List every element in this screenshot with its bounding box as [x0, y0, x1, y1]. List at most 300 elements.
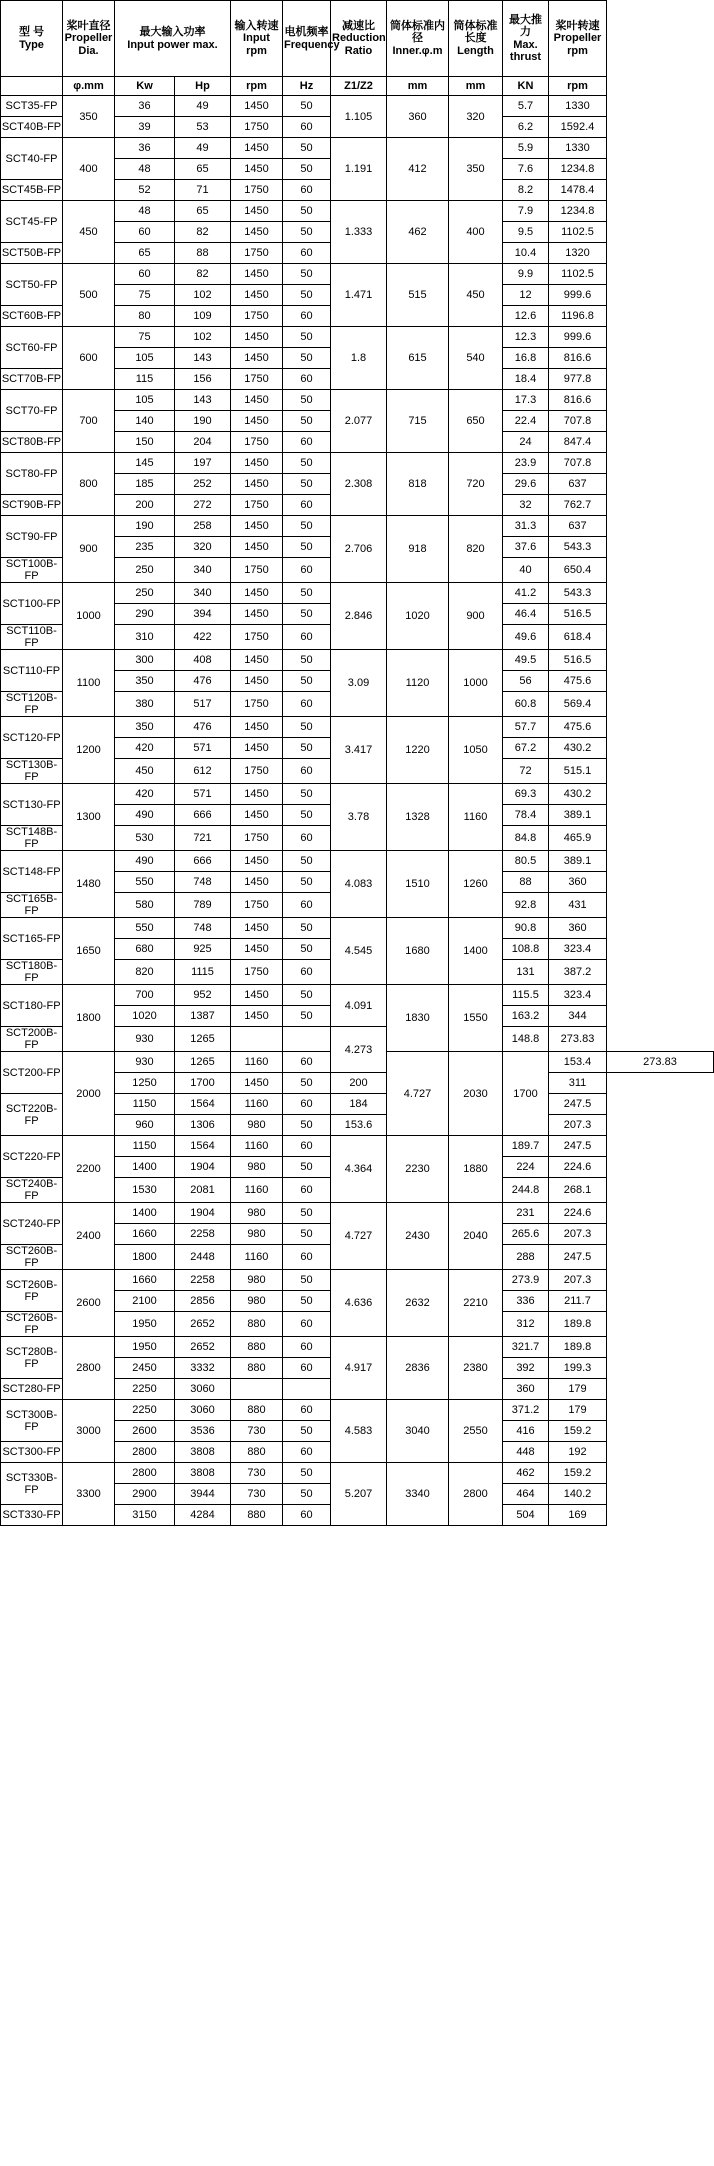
propeller-dia-cell: 1100 [63, 650, 115, 717]
frequency-cell: 60 [283, 960, 331, 985]
model-name-cell: SCT110B-FP [1, 625, 63, 650]
model-name-cell: SCT50B-FP [1, 243, 63, 264]
power-kw-cell: 140 [115, 411, 175, 432]
input-rpm-cell: 1450 [231, 1006, 283, 1027]
length-cell: 2040 [449, 1203, 503, 1270]
table-row [1, 583, 714, 604]
power-hp-cell: 3944 [175, 1484, 231, 1505]
reduction-ratio-cell: 4.917 [331, 1337, 387, 1400]
power-kw-cell: 380 [115, 692, 175, 717]
propeller-rpm-cell: 1102.5 [549, 264, 607, 285]
model-name-cell: SCT35-FP [1, 96, 63, 117]
max-thrust-cell: 462 [503, 1463, 549, 1484]
frequency-cell: 60 [283, 1094, 331, 1115]
propeller-rpm-cell: 465.9 [549, 826, 607, 851]
input-rpm-cell: 1750 [231, 625, 283, 650]
length-cell: 450 [449, 264, 503, 327]
power-kw-cell: 2600 [115, 1421, 175, 1442]
reduction-ratio-cell: 1.8 [331, 327, 387, 390]
frequency-cell: 50 [283, 872, 331, 893]
table-row [1, 1203, 714, 1224]
power-kw-cell: 550 [115, 872, 175, 893]
propeller-rpm-cell: 311 [549, 1073, 607, 1094]
frequency-cell: 60 [283, 1245, 331, 1270]
col-header-dia-cn: 桨叶直径 [66, 20, 111, 33]
inner-dia-cell: 1510 [387, 851, 449, 918]
max-thrust-cell: 9.9 [503, 264, 549, 285]
inner-dia-cell: 2230 [387, 1136, 449, 1203]
model-name-cell: SCT220B-FP [1, 1094, 63, 1136]
propeller-dia-cell: 2600 [63, 1270, 115, 1337]
reduction-ratio-cell: 4.273 [331, 1027, 387, 1073]
max-thrust-cell: 37.6 [503, 537, 549, 558]
max-thrust-cell: 31.3 [503, 516, 549, 537]
col-header-dia [63, 1, 115, 77]
frequency-cell: 50 [283, 1006, 331, 1027]
max-thrust-cell: 12.6 [503, 306, 549, 327]
propeller-rpm-cell: 389.1 [549, 805, 607, 826]
frequency-cell: 50 [283, 138, 331, 159]
propeller-rpm-cell: 199.3 [549, 1358, 607, 1379]
power-kw-cell: 310 [115, 625, 175, 650]
power-kw-cell: 490 [115, 805, 175, 826]
propeller-rpm-cell: 475.6 [549, 671, 607, 692]
max-thrust-cell: 200 [331, 1073, 387, 1094]
frequency-cell: 50 [283, 1115, 331, 1136]
table-row [1, 1270, 714, 1291]
input-rpm-cell: 880 [231, 1358, 283, 1379]
model-name-cell: SCT100B-FP [1, 558, 63, 583]
reduction-ratio-cell: 3.09 [331, 650, 387, 717]
input-rpm-cell: 1450 [231, 851, 283, 872]
power-kw-cell: 80 [115, 306, 175, 327]
propeller-dia-cell: 1650 [63, 918, 115, 985]
propeller-rpm-cell: 1330 [549, 96, 607, 117]
max-thrust-cell: 7.9 [503, 201, 549, 222]
col-header-power [115, 1, 231, 77]
reduction-ratio-cell: 1.105 [331, 96, 387, 138]
power-hp-cell: 748 [175, 918, 231, 939]
power-kw-cell: 60 [115, 222, 175, 243]
power-kw-cell: 52 [115, 180, 175, 201]
power-kw-cell: 700 [115, 985, 175, 1006]
propeller-dia-cell: 1480 [63, 851, 115, 918]
input-rpm-cell [231, 1027, 283, 1052]
max-thrust-cell: 32 [503, 495, 549, 516]
power-hp-cell: 1700 [175, 1073, 231, 1094]
max-thrust-cell: 10.4 [503, 243, 549, 264]
power-hp-cell: 4284 [175, 1505, 231, 1526]
propeller-rpm-cell: 543.3 [549, 537, 607, 558]
input-rpm-cell: 1450 [231, 650, 283, 671]
model-name-cell: SCT280-FP [1, 1379, 63, 1400]
unit-row [1, 77, 714, 96]
propeller-dia-cell: 700 [63, 390, 115, 453]
propeller-rpm-cell: 707.8 [549, 411, 607, 432]
power-kw-cell: 580 [115, 893, 175, 918]
propeller-rpm-cell: 211.7 [549, 1291, 607, 1312]
power-hp-cell: 3060 [175, 1379, 231, 1400]
unit-hz: Hz [283, 77, 331, 96]
propeller-rpm-cell: 999.6 [549, 285, 607, 306]
input-rpm-cell: 1450 [231, 516, 283, 537]
power-hp-cell: 3332 [175, 1358, 231, 1379]
max-thrust-cell: 464 [503, 1484, 549, 1505]
power-hp-cell: 721 [175, 826, 231, 851]
reduction-ratio-cell: 2.308 [331, 453, 387, 516]
max-thrust-cell: 273.9 [503, 1270, 549, 1291]
propeller-rpm-cell: 247.5 [549, 1136, 607, 1157]
input-rpm-cell: 1750 [231, 692, 283, 717]
power-kw-cell: 2100 [115, 1291, 175, 1312]
propeller-rpm-cell: 159.2 [549, 1463, 607, 1484]
max-thrust-cell: 153.6 [331, 1115, 387, 1136]
reduction-ratio-cell: 1.333 [331, 201, 387, 264]
input-rpm-cell: 1450 [231, 939, 283, 960]
frequency-cell: 50 [283, 939, 331, 960]
length-cell: 1880 [449, 1136, 503, 1203]
max-thrust-cell: 244.8 [503, 1178, 549, 1203]
col-header-input-rpm-cn: 输入转速 [234, 20, 279, 33]
power-kw-cell: 115 [115, 369, 175, 390]
table-row [1, 390, 714, 411]
reduction-ratio-cell: 4.545 [331, 918, 387, 985]
power-kw-cell: 2450 [115, 1358, 175, 1379]
col-header-length-en: Length [457, 44, 494, 57]
propeller-dia-cell: 1200 [63, 717, 115, 784]
frequency-cell: 50 [283, 474, 331, 495]
frequency-cell: 50 [283, 671, 331, 692]
max-thrust-cell: 392 [503, 1358, 549, 1379]
max-thrust-cell: 12.3 [503, 327, 549, 348]
input-rpm-cell: 880 [231, 1337, 283, 1358]
col-header-thrust-cn: 最大推力 [509, 13, 542, 39]
power-hp-cell: 748 [175, 872, 231, 893]
propeller-rpm-cell: 169 [549, 1505, 607, 1526]
inner-dia-cell: 2430 [387, 1203, 449, 1270]
max-thrust-cell: 360 [503, 1379, 549, 1400]
frequency-cell: 60 [283, 495, 331, 516]
power-hp-cell: 2448 [175, 1245, 231, 1270]
unit-hp: Hp [175, 77, 231, 96]
propeller-rpm-cell: 1234.8 [549, 159, 607, 180]
model-name-cell: SCT70B-FP [1, 369, 63, 390]
col-header-dia-en: Propeller Dia. [64, 32, 113, 57]
propeller-rpm-cell: 189.8 [549, 1337, 607, 1358]
propeller-rpm-cell: 224.6 [549, 1157, 607, 1178]
max-thrust-cell: 321.7 [503, 1337, 549, 1358]
input-rpm-cell: 1160 [231, 1178, 283, 1203]
col-header-prop-rpm-en: Propeller rpm [553, 32, 602, 57]
power-kw-cell: 250 [115, 558, 175, 583]
frequency-cell: 60 [283, 558, 331, 583]
input-rpm-cell: 730 [231, 1463, 283, 1484]
propeller-dia-cell: 3300 [63, 1463, 115, 1526]
table-row [1, 1400, 714, 1421]
inner-dia-cell: 1680 [387, 918, 449, 985]
propeller-dia-cell: 2000 [63, 1052, 115, 1136]
propeller-rpm-cell: 637 [549, 516, 607, 537]
input-rpm-cell: 1450 [231, 96, 283, 117]
power-kw-cell: 420 [115, 784, 175, 805]
propeller-rpm-cell: 247.5 [549, 1094, 607, 1115]
model-name-cell: SCT240B-FP [1, 1178, 63, 1203]
max-thrust-cell: 78.4 [503, 805, 549, 826]
reduction-ratio-cell: 2.077 [331, 390, 387, 453]
model-name-cell: SCT260B-FP [1, 1245, 63, 1270]
frequency-cell: 50 [283, 453, 331, 474]
power-kw-cell: 75 [115, 285, 175, 306]
propeller-rpm-cell: 140.2 [549, 1484, 607, 1505]
col-header-inner-dia-en: Inner.φ.m [392, 44, 443, 57]
frequency-cell: 60 [283, 893, 331, 918]
inner-dia-cell: 2632 [387, 1270, 449, 1337]
power-hp-cell: 666 [175, 851, 231, 872]
unit-type [1, 77, 63, 96]
col-header-thrust-en: Max. thrust [509, 38, 542, 63]
model-name-cell: SCT80-FP [1, 453, 63, 495]
max-thrust-cell: 92.8 [503, 893, 549, 918]
power-kw-cell: 930 [115, 1027, 175, 1052]
input-rpm-cell: 1750 [231, 180, 283, 201]
length-cell: 2380 [449, 1337, 503, 1400]
table-row [1, 1337, 714, 1358]
input-rpm-cell: 1450 [231, 738, 283, 759]
model-name-cell: SCT165-FP [1, 918, 63, 960]
frequency-cell: 60 [283, 1337, 331, 1358]
input-rpm-cell: 1160 [231, 1052, 283, 1073]
reduction-ratio-cell: 3.417 [331, 717, 387, 784]
length-cell: 1260 [449, 851, 503, 918]
frequency-cell: 50 [283, 1224, 331, 1245]
propeller-rpm-cell: 344 [549, 1006, 607, 1027]
power-kw-cell: 2800 [115, 1442, 175, 1463]
input-rpm-cell: 1750 [231, 558, 283, 583]
frequency-cell: 50 [283, 1203, 331, 1224]
power-kw-cell: 820 [115, 960, 175, 985]
frequency-cell: 60 [283, 180, 331, 201]
power-hp-cell: 1564 [175, 1136, 231, 1157]
power-kw-cell: 550 [115, 918, 175, 939]
power-hp-cell: 3060 [175, 1400, 231, 1421]
max-thrust-cell: 7.6 [503, 159, 549, 180]
reduction-ratio-cell: 2.706 [331, 516, 387, 583]
reduction-ratio-cell: 4.583 [331, 1400, 387, 1463]
col-header-frequency [283, 1, 340, 77]
propeller-rpm-cell: 389.1 [549, 851, 607, 872]
unit-rpm: rpm [231, 77, 283, 96]
max-thrust-cell: 336 [503, 1291, 549, 1312]
power-kw-cell: 680 [115, 939, 175, 960]
unit-kw: Kw [115, 77, 175, 96]
propeller-dia-cell: 1000 [63, 583, 115, 650]
input-rpm-cell: 1450 [231, 537, 283, 558]
max-thrust-cell: 108.8 [503, 939, 549, 960]
power-hp-cell: 82 [175, 264, 231, 285]
power-hp-cell: 340 [175, 558, 231, 583]
power-kw-cell: 1020 [115, 1006, 175, 1027]
max-thrust-cell: 5.9 [503, 138, 549, 159]
max-thrust-cell: 72 [503, 759, 549, 784]
power-hp-cell: 3808 [175, 1442, 231, 1463]
frequency-cell: 50 [283, 348, 331, 369]
propeller-rpm-cell: 1592.4 [549, 117, 607, 138]
power-kw-cell: 930 [115, 1052, 175, 1073]
table-row [1, 96, 714, 117]
model-name-cell: SCT130-FP [1, 784, 63, 826]
input-rpm-cell: 1450 [231, 604, 283, 625]
max-thrust-cell: 416 [503, 1421, 549, 1442]
frequency-cell: 50 [283, 985, 331, 1006]
frequency-cell: 50 [283, 96, 331, 117]
input-rpm-cell: 1160 [231, 1136, 283, 1157]
unit-ratio: Z1/Z2 [331, 77, 387, 96]
power-kw-cell: 2900 [115, 1484, 175, 1505]
power-hp-cell: 49 [175, 138, 231, 159]
power-kw-cell: 420 [115, 738, 175, 759]
propeller-dia-cell: 800 [63, 453, 115, 516]
model-name-cell: SCT180B-FP [1, 960, 63, 985]
power-kw-cell: 48 [115, 159, 175, 180]
propeller-rpm-cell: 1234.8 [549, 201, 607, 222]
max-thrust-cell: 67.2 [503, 738, 549, 759]
table-row [1, 138, 714, 159]
power-kw-cell: 65 [115, 243, 175, 264]
input-rpm-cell: 1450 [231, 784, 283, 805]
power-kw-cell: 350 [115, 671, 175, 692]
frequency-cell: 50 [283, 1157, 331, 1178]
power-kw-cell: 1530 [115, 1178, 175, 1203]
frequency-cell: 60 [283, 692, 331, 717]
propeller-rpm-cell: 543.3 [549, 583, 607, 604]
input-rpm-cell [231, 1379, 283, 1400]
power-kw-cell: 36 [115, 96, 175, 117]
input-rpm-cell: 1450 [231, 159, 283, 180]
model-name-cell: SCT50-FP [1, 264, 63, 306]
power-hp-cell: 2258 [175, 1270, 231, 1291]
frequency-cell: 60 [283, 1178, 331, 1203]
frequency-cell: 50 [283, 851, 331, 872]
frequency-cell [283, 1027, 331, 1052]
input-rpm-cell: 1450 [231, 327, 283, 348]
propeller-rpm-cell: 515.1 [549, 759, 607, 784]
power-kw-cell: 1250 [115, 1073, 175, 1094]
power-hp-cell: 272 [175, 495, 231, 516]
input-rpm-cell: 1450 [231, 805, 283, 826]
table-row [1, 201, 714, 222]
frequency-cell: 50 [283, 805, 331, 826]
power-kw-cell: 290 [115, 604, 175, 625]
propeller-rpm-cell: 159.2 [549, 1421, 607, 1442]
propeller-rpm-cell: 847.4 [549, 432, 607, 453]
model-name-cell: SCT148-FP [1, 851, 63, 893]
power-kw-cell: 105 [115, 348, 175, 369]
max-thrust-cell: 288 [503, 1245, 549, 1270]
power-kw-cell: 1400 [115, 1203, 175, 1224]
max-thrust-cell: 40 [503, 558, 549, 583]
model-name-cell: SCT180-FP [1, 985, 63, 1027]
max-thrust-cell: 224 [503, 1157, 549, 1178]
frequency-cell: 60 [283, 432, 331, 453]
input-rpm-cell: 1450 [231, 474, 283, 495]
power-hp-cell: 65 [175, 201, 231, 222]
col-header-power-cn: 最大输入功率 [139, 26, 206, 39]
input-rpm-cell: 1160 [231, 1094, 283, 1115]
length-cell: 400 [449, 201, 503, 264]
reduction-ratio-cell: 4.091 [331, 985, 387, 1027]
model-name-cell: SCT90B-FP [1, 495, 63, 516]
inner-dia-cell: 412 [387, 138, 449, 201]
power-hp-cell: 422 [175, 625, 231, 650]
max-thrust-cell: 90.8 [503, 918, 549, 939]
power-hp-cell: 612 [175, 759, 231, 784]
reduction-ratio-cell: 3.78 [331, 784, 387, 851]
max-thrust-cell: 231 [503, 1203, 549, 1224]
propeller-rpm-cell: 179 [549, 1400, 607, 1421]
inner-dia-cell: 462 [387, 201, 449, 264]
power-hp-cell: 53 [175, 117, 231, 138]
power-kw-cell: 1800 [115, 1245, 175, 1270]
input-rpm-cell: 1750 [231, 960, 283, 985]
propeller-rpm-cell: 268.1 [549, 1178, 607, 1203]
frequency-cell: 50 [283, 738, 331, 759]
frequency-cell: 50 [283, 264, 331, 285]
length-cell: 720 [449, 453, 503, 516]
model-name-cell: SCT100-FP [1, 583, 63, 625]
model-name-cell: SCT240-FP [1, 1203, 63, 1245]
input-rpm-cell: 880 [231, 1312, 283, 1337]
propeller-dia-cell: 1300 [63, 784, 115, 851]
propeller-rpm-cell: 273.83 [549, 1027, 607, 1052]
power-hp-cell: 2652 [175, 1337, 231, 1358]
max-thrust-cell: 88 [503, 872, 549, 893]
frequency-cell: 60 [283, 759, 331, 784]
model-name-cell: SCT148B-FP [1, 826, 63, 851]
input-rpm-cell: 1450 [231, 583, 283, 604]
col-header-inner-dia [387, 1, 449, 77]
model-name-cell: SCT40B-FP [1, 117, 63, 138]
power-hp-cell: 666 [175, 805, 231, 826]
propeller-rpm-cell: 207.3 [549, 1224, 607, 1245]
model-name-cell: SCT60B-FP [1, 306, 63, 327]
table-row [1, 453, 714, 474]
frequency-cell: 60 [283, 1312, 331, 1337]
length-cell: 1700 [503, 1052, 549, 1136]
model-name-cell: SCT110-FP [1, 650, 63, 692]
power-hp-cell: 102 [175, 285, 231, 306]
power-kw-cell: 235 [115, 537, 175, 558]
inner-dia-cell: 360 [387, 96, 449, 138]
col-header-type-en: Type [19, 38, 44, 51]
propeller-dia-cell: 1800 [63, 985, 115, 1052]
input-rpm-cell: 730 [231, 1421, 283, 1442]
frequency-cell: 50 [283, 411, 331, 432]
reduction-ratio-cell: 4.636 [331, 1270, 387, 1337]
frequency-cell: 50 [283, 516, 331, 537]
col-header-input-rpm [231, 1, 283, 77]
model-name-cell: SCT300-FP [1, 1442, 63, 1463]
model-name-cell: SCT200B-FP [1, 1027, 63, 1052]
power-kw-cell: 105 [115, 390, 175, 411]
model-name-cell: SCT45-FP [1, 201, 63, 243]
col-header-power-en: Input power max. [127, 38, 218, 51]
length-cell: 1400 [449, 918, 503, 985]
unit-prop-rpm: rpm [549, 77, 607, 96]
input-rpm-cell: 1750 [231, 432, 283, 453]
frequency-cell: 50 [283, 1291, 331, 1312]
frequency-cell: 50 [283, 1073, 331, 1094]
power-hp-cell: 925 [175, 939, 231, 960]
